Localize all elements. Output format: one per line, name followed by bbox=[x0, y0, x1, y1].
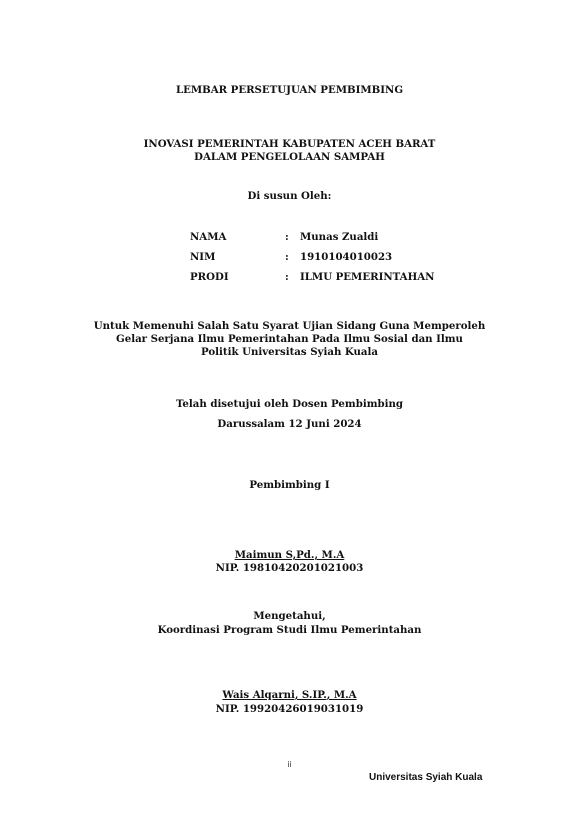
thesis-title-line-1: INOVASI PEMERINTAH KABUPATEN ACEH BARAT bbox=[143, 138, 436, 150]
identity-label: NIM bbox=[190, 251, 216, 263]
identity-label: PRODI bbox=[190, 271, 229, 283]
coordinator-title: Koordinasi Program Studi Ilmu Pemerintahan bbox=[157, 624, 422, 636]
identity-value: 1910104010023 bbox=[300, 251, 393, 263]
coordinator-nip: NIP. 19920426019031019 bbox=[215, 703, 364, 715]
supervisor-nip: NIP. 19810420201021003 bbox=[215, 562, 364, 574]
coordinator-name-text: Wais Alqarni, S.IP., M.A bbox=[222, 689, 357, 701]
place-date: Darussalam 12 Juni 2024 bbox=[217, 418, 362, 430]
acknowledged-label: Mengetahui, bbox=[253, 610, 326, 622]
supervisor-role: Pembimbing I bbox=[249, 479, 330, 491]
identity-value: Munas Zualdi bbox=[300, 231, 379, 243]
prepared-by: Di susun Oleh: bbox=[247, 190, 332, 202]
page-number: ii bbox=[287, 760, 292, 769]
identity-row-nim bbox=[0, 251, 579, 264]
identity-value: ILMU PEMERINTAHAN bbox=[300, 271, 435, 283]
coordinator-name bbox=[0, 689, 579, 702]
identity-label: NAMA bbox=[190, 231, 227, 243]
identity-colon: : bbox=[285, 251, 289, 263]
supervisor-name-text: Maimun S,Pd., M.A bbox=[234, 549, 345, 561]
approval-statement: Telah disetujui oleh Dosen Pembimbing bbox=[176, 398, 403, 410]
purpose-line-1: Untuk Memenuhi Salah Satu Syarat Ujian Sidang Guna Memperoleh bbox=[93, 320, 486, 332]
page-heading: LEMBAR PERSETUJUAN PEMBIMBING bbox=[175, 84, 404, 96]
thesis-title-line-2: DALAM PENGELOLAAN SAMPAH bbox=[194, 151, 385, 163]
identity-colon: : bbox=[285, 271, 289, 283]
supervisor-name bbox=[0, 549, 579, 562]
footer-university: Universitas Syiah Kuala bbox=[369, 772, 483, 783]
identity-colon: : bbox=[285, 231, 289, 243]
identity-row-name bbox=[0, 231, 579, 244]
purpose-line-3: Politik Universitas Syiah Kuala bbox=[200, 346, 379, 358]
identity-row-prodi bbox=[0, 271, 579, 284]
purpose-line-2: Gelar Serjana Ilmu Pemerintahan Pada Ilmu Sosial dan Ilmu bbox=[116, 333, 463, 345]
